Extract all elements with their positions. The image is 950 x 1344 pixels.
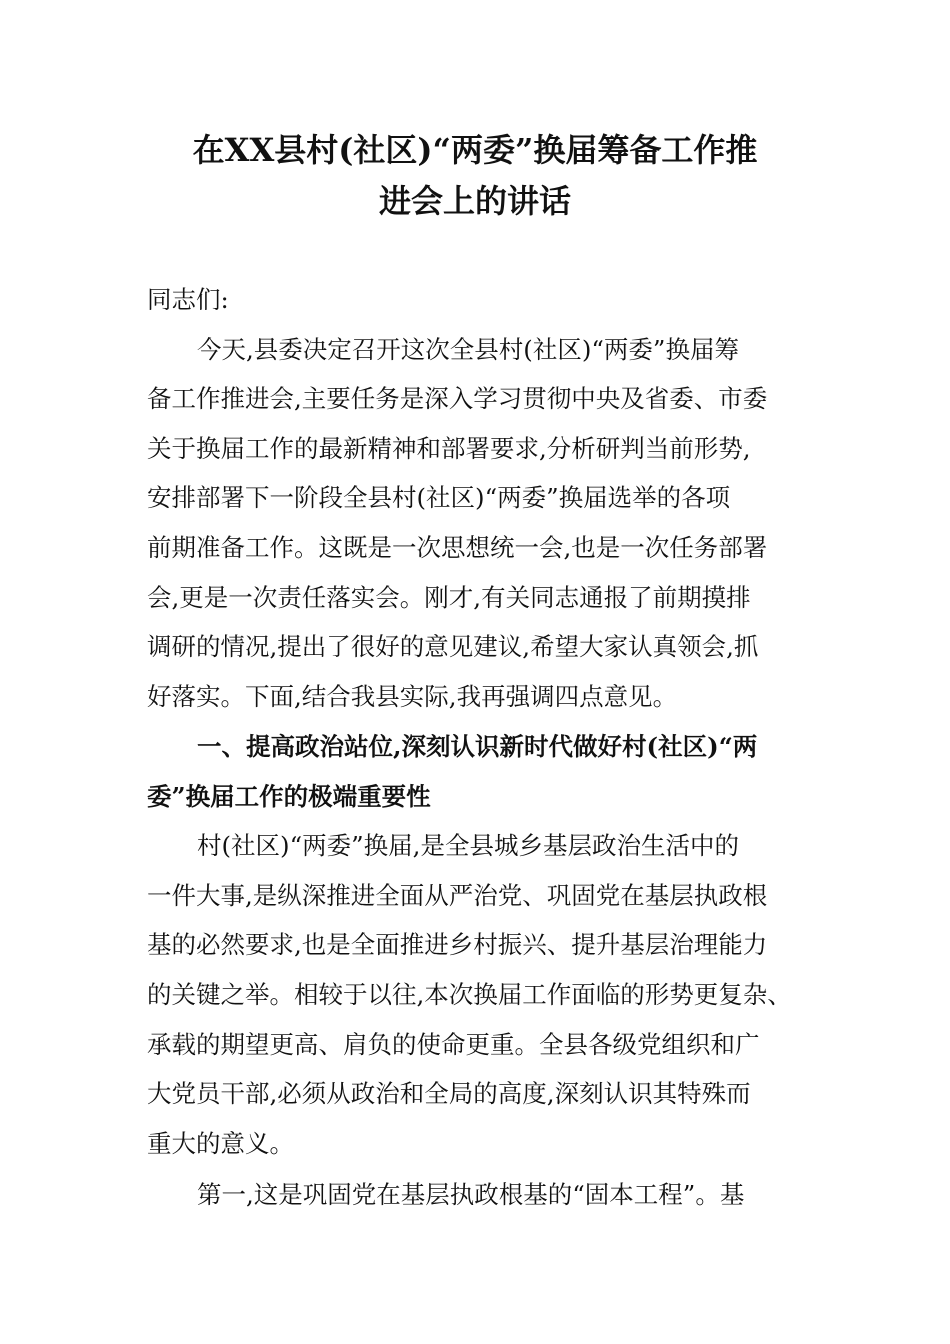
paragraph-line: 的关键之举。相较于以往,本次换届工作面临的形势更复杂、 — [147, 980, 792, 1009]
paragraph-line: 一件大事,是纵深推进全面从严治党、巩固党在基层执政根 — [147, 881, 768, 910]
paragraph-line: 第一,这是巩固党在基层执政根基的“固本工程”。基 — [197, 1180, 745, 1209]
paragraph-line: 调研的情况,提出了很好的意见建议,希望大家认真领会,抓 — [147, 632, 759, 661]
paragraph-line: 重大的意义。 — [147, 1129, 294, 1158]
paragraph-line: 今天,县委决定召开这次全县村(社区)“两委”换届筹 — [197, 335, 739, 364]
paragraph-line: 大党员干部,必须从政治和全局的高度,深刻认识其特殊而 — [147, 1079, 751, 1108]
paragraph-line: 好落实。下面,结合我县实际,我再强调四点意见。 — [147, 682, 678, 711]
salutation: 同志们: — [147, 285, 229, 314]
section-heading-line: 委”换届工作的极端重要性 — [147, 782, 431, 811]
paragraph-line: 基的必然要求,也是全面推进乡村振兴、提升基层治理能力 — [147, 930, 768, 959]
paragraph-line: 安排部署下一阶段全县村(社区)“两委”换届选举的各项 — [147, 483, 731, 512]
paragraph-line: 关于换届工作的最新精神和部署要求,分析研判当前形势, — [147, 434, 751, 463]
paragraph-line: 备工作推进会,主要任务是深入学习贯彻中央及省委、市委 — [147, 384, 768, 413]
document-title-line-1: 在XX县村(社区)“两委”换届筹备工作推 — [192, 131, 758, 169]
paragraph-line: 会,更是一次责任落实会。刚才,有关同志通报了前期摸排 — [147, 583, 751, 612]
paragraph-line: 村(社区)“两委”换届,是全县城乡基层政治生活中的 — [197, 831, 739, 860]
section-heading-line: 一、提高政治站位,深刻认识新时代做好村(社区)“两 — [197, 732, 758, 761]
paragraph-line: 前期准备工作。这既是一次思想统一会,也是一次任务部署 — [147, 533, 768, 562]
document-title-line-2: 进会上的讲话 — [378, 182, 571, 220]
paragraph-line: 承载的期望更高、肩负的使命更重。全县各级党组织和广 — [147, 1030, 760, 1059]
